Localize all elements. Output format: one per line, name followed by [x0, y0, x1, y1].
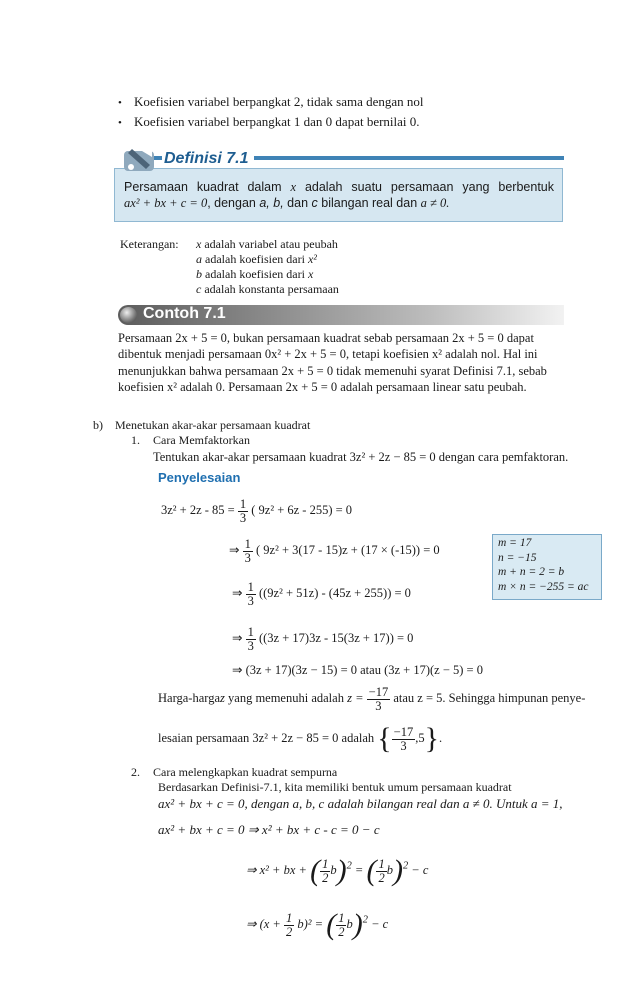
result-text: z = [347, 690, 364, 705]
fraction-denominator: 3 [247, 638, 254, 653]
result-text: . [439, 730, 443, 745]
fraction-numerator: 1 [322, 857, 329, 871]
exponent: 2 [346, 860, 352, 872]
example-paragraph [118, 330, 568, 395]
equation-text: − c [371, 916, 389, 931]
implies-arrow: ⇒ [232, 585, 243, 600]
tools-icon [122, 145, 158, 175]
result-line-2 [158, 722, 442, 756]
item-2-label: 2. [131, 765, 140, 779]
definition-condition: a ≠ 0. [420, 196, 450, 210]
fraction-numerator: 1 [338, 911, 345, 925]
fraction-numerator: 1 [247, 625, 254, 639]
definition-var: x [290, 180, 297, 194]
fraction-denominator: 3 [247, 593, 254, 608]
keterangan-text: adalah koefisien dari [205, 267, 305, 281]
equation-text: 3z² + 2z - 85 = [161, 502, 235, 517]
solution-heading: Penyelesaian [158, 470, 241, 485]
equation-1 [161, 498, 352, 524]
definition-line-2 [124, 196, 449, 211]
fraction [367, 686, 391, 712]
implies-arrow: ⇒ [232, 630, 243, 645]
exponent: 2 [362, 914, 368, 926]
definition-text: , dengan [207, 196, 256, 210]
fraction-denominator: 2 [286, 924, 293, 939]
bullet-icon: • [118, 97, 122, 109]
result-text: lesaian persamaan 3z² + 2z − 85 = 0 adalah [158, 730, 375, 745]
fraction-numerator: 1 [244, 537, 251, 551]
definition-text: bilangan real dan [321, 196, 418, 210]
open-paren: ( [326, 908, 337, 941]
equation-text: ⇒ x² + bx + [246, 862, 307, 877]
equation-text: ((3z + 17)3z - 15(3z + 17)) = 0 [258, 630, 414, 645]
section-2-line-4 [246, 854, 428, 888]
keterangan-var: a [196, 252, 202, 266]
fraction [243, 538, 253, 564]
open-paren: ( [366, 854, 377, 887]
close-paren: ) [336, 854, 347, 887]
definition-var: a, b, [259, 196, 284, 210]
implies-arrow: ⇒ [229, 542, 240, 557]
section-2-line-1: Berdasarkan Definisi-7.1, kita memiliki bentuk umum persamaan kuadrat [158, 780, 512, 794]
fraction-denominator: 3 [239, 510, 247, 525]
keterangan-text: adalah variabel atau peubah [204, 237, 338, 251]
task-statement: Tentukan akar-akar persamaan kuadrat 3z² + 2z − 85 = 0 dengan cara pemfaktoran. [153, 450, 569, 464]
result-text: Harga-harga [158, 690, 221, 705]
equation-text: = [354, 862, 364, 877]
open-paren: ( [310, 854, 321, 887]
equation-text: ( 9z² + 3(17 - 15)z + (17 × (-15)) = 0 [255, 542, 440, 557]
definition-text: dan [287, 196, 309, 210]
equation-text: − c [411, 862, 429, 877]
result-text: yang memenuhi adalah [228, 690, 344, 705]
factor-hint-line: m × n = −255 = ac [498, 580, 589, 593]
item-2-title: Cara melengkapkan kuadrat sempurna [153, 765, 338, 779]
fraction-numerator: 1 [247, 580, 254, 594]
set-element: ,5 [415, 730, 425, 745]
item-1-title: Cara Memfaktorkan [153, 433, 250, 447]
fraction-denominator: 2 [322, 870, 329, 885]
result-var: z [220, 690, 225, 705]
keterangan-item-1 [196, 237, 338, 252]
equation-text: ( 9z² + 6z - 255) = 0 [251, 502, 353, 517]
fraction-denominator: 3 [244, 550, 251, 565]
section-2-line-2: ax² + bx + c = 0, dengan a, b, c adalah bilangan real dan a ≠ 0. Untuk a = 1, [158, 796, 563, 811]
definition-text: adalah suatu persamaan yang berbentuk [304, 180, 555, 194]
section-b-title: Menetukan akar-akar persamaan kuadrat [115, 418, 311, 432]
keterangan-var: x² [307, 252, 317, 266]
definition-text: Persamaan kuadrat dalam [124, 180, 282, 194]
factor-hint-line: m + n = 2 = b [498, 566, 565, 578]
keterangan-item-2 [196, 252, 317, 267]
fraction-denominator: 3 [375, 698, 382, 713]
bullet-text: Koefisien variabel berpangkat 2, tidak sama dengan nol [134, 94, 424, 109]
fraction-denominator: 2 [378, 870, 385, 885]
example-line: Persamaan 2x + 5 = 0, bukan persamaan kuadrat sebab persamaan 2x + 5 = 0 dapat [118, 331, 534, 345]
item-1-label: 1. [131, 433, 140, 447]
bullet-item-2 [118, 114, 420, 130]
keterangan-text: adalah konstanta persamaan [204, 282, 339, 296]
exponent: 2 [402, 860, 409, 872]
keterangan-item-4 [196, 282, 339, 297]
equation-text: b)² = [297, 916, 324, 931]
fraction-denominator: 3 [400, 738, 407, 753]
bullet-item-1 [118, 94, 424, 110]
definition-var: c [311, 196, 318, 210]
fraction-denominator: 2 [338, 924, 345, 939]
keterangan-item-3 [196, 267, 313, 282]
open-brace: { [377, 722, 392, 755]
fraction [376, 858, 386, 884]
fraction [320, 858, 330, 884]
keterangan-var: x [307, 267, 314, 281]
fraction [246, 626, 256, 652]
close-paren: ) [352, 908, 363, 941]
section-2-line-3: ax² + bx + c = 0 ⇒ x² + bx + c - c = 0 − c [158, 822, 380, 837]
close-brace: } [424, 722, 440, 755]
result-text: atau z = 5. Sehingga himpunan penye- [393, 690, 586, 705]
close-paren: ) [392, 854, 403, 887]
fraction-numerator: 1 [286, 911, 293, 925]
keterangan-var: c [196, 282, 202, 296]
definition-line-1 [124, 180, 554, 195]
fraction-numerator: −17 [393, 725, 414, 739]
example-line: koefisien x² adalah 0. Persamaan 2x + 5 = 0 adalah persamaan linear satu peubah. [118, 379, 527, 394]
globe-icon [120, 307, 137, 323]
fraction-numerator: −17 [368, 685, 389, 699]
equation-2 [229, 538, 440, 564]
fraction [246, 581, 256, 607]
equation-3 [232, 581, 411, 607]
fraction [336, 912, 346, 938]
result-line-1 [158, 686, 585, 712]
fraction [284, 912, 294, 938]
fraction [392, 726, 416, 752]
keterangan-var: x [196, 237, 202, 251]
factor-hint-line: n = −15 [498, 551, 537, 564]
keterangan-var: b [196, 267, 202, 281]
section-b-label: b) [93, 418, 103, 432]
fraction [238, 498, 248, 524]
definition-box [114, 168, 563, 222]
definition-equation: ax² + bx + c = 0 [124, 196, 208, 210]
example-title: Contoh 7.1 [143, 305, 226, 322]
factor-hint-line: m = 17 [498, 537, 532, 549]
example-line: dibentuk menjadi persamaan 0x² + 2x + 5 = 0, tetapi koefisien x² adalah nol. Hal ini [118, 347, 538, 362]
factor-hint-lines [498, 536, 588, 594]
equation-var: b [330, 862, 337, 877]
keterangan-text: adalah koefisien dari [205, 252, 305, 266]
example-line: menunjukkan bahwa persamaan 2x + 5 = 0 tidak memenuhi syarat Definisi 7.1, sebab [118, 363, 547, 378]
equation-4 [232, 626, 413, 652]
definition-title: Definisi 7.1 [162, 150, 254, 168]
equation-text: ((9z² + 51z) - (45z + 255)) = 0 [258, 585, 411, 600]
keterangan-label: Keterangan: [120, 237, 179, 251]
bullet-text: Koefisien variabel berpangkat 1 dan 0 dapat bernilai 0. [134, 114, 420, 129]
equation-var: b [346, 916, 353, 931]
bullet-icon: • [118, 117, 122, 129]
section-2-line-5 [246, 908, 388, 942]
fraction-numerator: 1 [378, 857, 385, 871]
equation-text: ⇒ (x + [246, 916, 281, 931]
equation-var: b [386, 862, 393, 877]
equation-5: ⇒ (3z + 17)(3z − 15) = 0 atau (3z + 17)(z − 5) = 0 [232, 663, 483, 677]
fraction-numerator: 1 [239, 497, 247, 511]
